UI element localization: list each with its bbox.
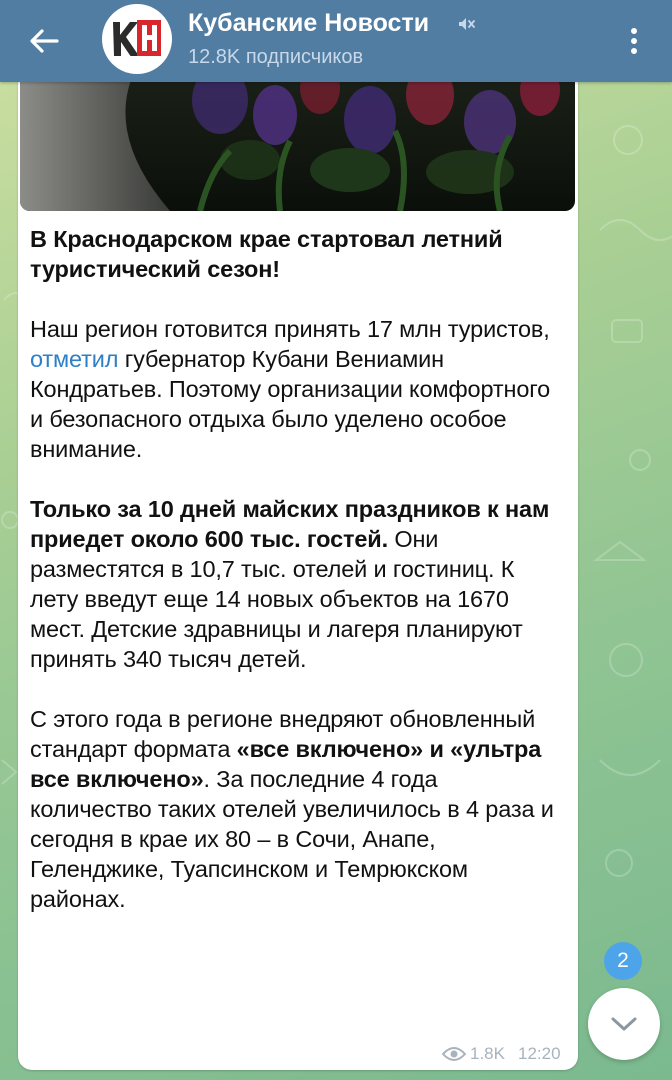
chevron-down-icon: [610, 1016, 638, 1032]
message-paragraph-1: Наш регион готовится принять 17 млн туристов, отметил губернатор Кубани Вениамин Кондратьев. Поэтому организации комфортного и безопасного отдыха было уделено особое внимание.: [30, 316, 551, 462]
eye-icon: [442, 1046, 466, 1062]
governor-link[interactable]: отметил: [30, 346, 119, 372]
channel-header: [0, 0, 672, 82]
view-count: 1.8K: [470, 1044, 505, 1063]
message-time: 12:20: [517, 1044, 561, 1063]
message-text: [30, 224, 560, 914]
message-bubble: [18, 60, 578, 1070]
kn-logo-icon: [104, 6, 170, 72]
channel-title[interactable]: Кубанские Новости: [188, 9, 430, 37]
message-paragraph-3: С этого года в регионе внедряют обновленный стандарт формата «все включено» и «ультра все включено». За последние 4 года количество таких отелей увеличилось в 4 раза и сегодня в крае их 80 – в Сочи, Анапе, Геленджике, Туапсинском и Темрюкском районах.: [30, 706, 554, 912]
post-photo-flowerbed[interactable]: [20, 60, 575, 211]
more-menu-button[interactable]: [612, 16, 656, 66]
subscriber-count: 12.8K подписчиков: [188, 46, 364, 68]
scroll-to-bottom-button[interactable]: [588, 988, 660, 1060]
back-button[interactable]: [18, 16, 70, 66]
message-headline: В Краснодарском крае стартовал летний туристический сезон!: [30, 226, 503, 282]
speaker-muted-icon: [456, 14, 476, 34]
message-paragraph-2: Только за 10 дней майских праздников к нам приедет около 600 тыс. гостей. Они разместятся в 10,7 тыс. отелей и гостиниц. К лету введут еще 14 новых объектов на 1670 мест. Детские здравницы и лагеря планируют принять 340 тысяч детей.: [30, 496, 550, 672]
message-meta: [442, 1042, 561, 1066]
vertical-dots-icon: [629, 26, 639, 56]
channel-avatar[interactable]: [102, 4, 172, 74]
arrow-left-icon: [29, 28, 59, 54]
unread-count-badge[interactable]: 2: [604, 942, 642, 980]
